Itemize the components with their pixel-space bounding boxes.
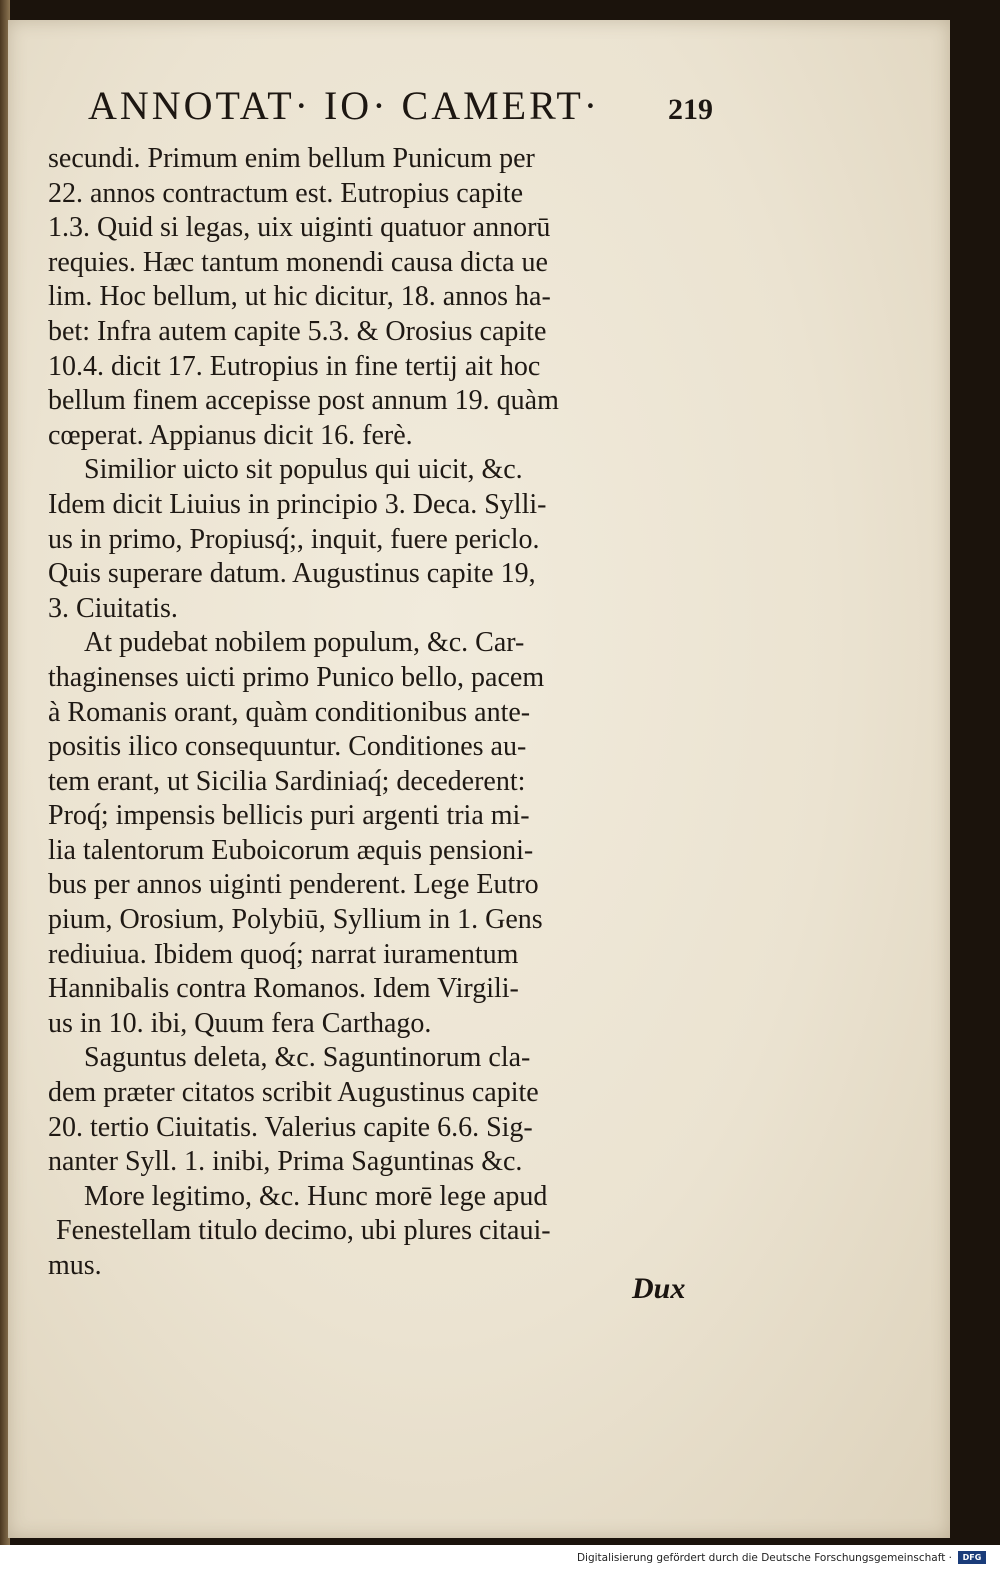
text-line: nanter Syll. 1. inibi, Prima Saguntinas &c. (48, 1146, 523, 1178)
text-line: Proq́; impensis bellicis puri argenti tria mi- (48, 800, 530, 832)
text-line: us in primo, Propiusq́;, inquit, fuere periclo. (48, 523, 540, 555)
text-line: 20. tertio Ciuitatis. Valerius capite 6.6. Sig- (48, 1111, 533, 1143)
text-line: mus. (48, 1250, 102, 1281)
lemma-line: More legitimo, &c. Hunc morē lege apud (84, 1180, 548, 1212)
funding-credit: Digitalisierung gefördert durch die Deutsche Forschungsgemeinschaft · (576, 1552, 952, 1564)
text-line: bus per annos uiginti penderent. Lege Eutro (48, 869, 539, 901)
body-text (48, 142, 713, 1284)
text-line: rediuiua. Ibidem quoq́; narrat iuramentum (48, 938, 519, 970)
text-line: Fenestellam titulo decimo, ubi plures citaui- (56, 1215, 551, 1247)
text-line: thaginenses uicti primo Punico bello, pacem (48, 661, 545, 693)
text-line: 22. annos contractum est. Eutropius capite (48, 177, 524, 209)
text-line: bet: Infra autem capite 5.3. & Orosius capite (48, 315, 547, 347)
text-line: requies. Hæc tantum monendi causa dicta ue (48, 246, 548, 278)
text-line: 1.3. Quid si legas, uix uiginti quatuor annorū (48, 212, 551, 244)
text-line: bellum finem accepisse post annum 19. quàm (48, 385, 559, 417)
text-line: tem erant, ut Sicilia Sardiniaq́; decederent: (48, 765, 526, 797)
text-line: pium, Orosium, Polybiū, Syllium in 1. Gens (48, 904, 543, 936)
page-number: 219 (668, 93, 713, 126)
footer-strip (0, 1545, 1000, 1584)
text-line: à Romanis orant, quàm conditionibus ante- (48, 696, 531, 728)
lemma-line: At pudebat nobilem populum, &c. Car- (84, 627, 525, 659)
text-line: positis ilico consequuntur. Conditiones au- (48, 731, 527, 763)
text-line: 3. Ciuitatis. (48, 592, 178, 624)
text-line: Hannibalis contra Romanos. Idem Virgili- (48, 973, 519, 1005)
text-line: lim. Hoc bellum, ut hic dicitur, 18. annos ha- (48, 281, 551, 313)
text-line: secundi. Primum enim bellum Punicum per (48, 143, 535, 174)
text-line: 10.4. dicit 17. Eutropius in fine tertij ait hoc (48, 350, 541, 382)
page-header (88, 82, 713, 129)
text-line: lia talentorum Euboicorum æquis pensioni- (48, 834, 534, 866)
running-head: ANNOTAT· IO· CAMERT· (88, 83, 601, 128)
text-line: cœperat. Appianus dicit 16. ferè. (48, 419, 413, 451)
text-line: Idem dicit Liuius in principio 3. Deca. Sylli- (48, 488, 547, 520)
dfg-logo: DFG (958, 1551, 986, 1564)
text-line: Quis superare datum. Augustinus capite 19, (48, 558, 536, 590)
text-line: dem præter citatos scribit Augustinus capite (48, 1077, 539, 1109)
text-line: us in 10. ibi, Quum fera Carthago. (48, 1007, 432, 1039)
lemma-line: Saguntus deleta, &c. Saguntinorum cla- (84, 1042, 531, 1074)
lemma-line: Similior uicto sit populus qui uicit, &c. (84, 454, 523, 486)
catchword: Dux (632, 1272, 686, 1305)
